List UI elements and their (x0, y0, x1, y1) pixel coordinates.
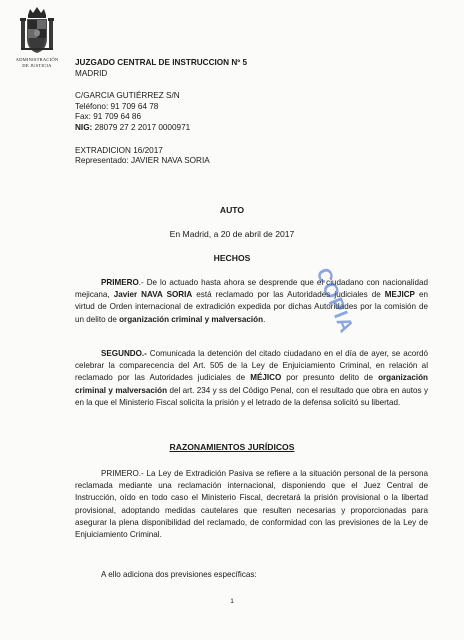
nig-value: 28079 27 2 2017 0000971 (92, 122, 191, 132)
nig-label: NIG: (75, 122, 93, 132)
crime-name: organización criminal y malversación (75, 373, 428, 395)
nig-line (75, 123, 247, 134)
country-name: MÉJICO (250, 373, 282, 383)
page-number: 1 (230, 598, 234, 605)
crime-name: organización criminal y malversación (119, 314, 264, 324)
paragraph-previsiones (75, 569, 428, 581)
paragraph-text: .- De lo actuado hasta ahora se desprende que el ciudadano con nacionalidad mejicana, (75, 278, 428, 300)
coat-of-arms (14, 6, 60, 68)
paragraph-text: A ello adiciona dos previsiones específicas: (101, 570, 257, 579)
court-address: C/GARCIA GUTIÉRREZ S/N (75, 91, 180, 101)
copia-stamp: COPIA (311, 265, 358, 337)
paragraph-text: . (263, 314, 266, 324)
court-phone: Teléfono: 91 709 64 78 (75, 101, 159, 111)
paragraph-text: del art. 234 y ss del Código Penal, con el resultado que obra en autos y en la que el Ministerio Fiscal solicita la prisión y el letrado de la defensa solicitó su libertad. (75, 385, 429, 407)
court-fax: Fax: 91 709 64 86 (75, 112, 142, 122)
crest-caption-line2: DE JUSTICIA (22, 63, 52, 69)
spanish-crest-icon (20, 6, 54, 56)
paragraph-text: Comunicada la detención del citado ciudadano en el día de ayer, se acordó celebrar la comparecencia del Art. 505 de la Ley de Enjuiciamiento Criminal, en relación al reclamado por las Autoridades judiciales de (75, 349, 428, 383)
person-name: Javier NAVA SORIA (113, 290, 193, 300)
document-header (75, 58, 247, 167)
paragraph-primero-hechos (75, 277, 428, 326)
document-title: AUTO (219, 205, 245, 215)
paragraph-text: en virtud de Orden internacional de extradición expedida por dichas Autoridades por la comisión de un delito de (75, 290, 428, 324)
case-number: EXTRADICION 16/2017 (75, 145, 163, 155)
document-date: En Madrid, a 20 de abril de 2017 (169, 229, 295, 239)
country-name: MEJICP (384, 290, 415, 300)
crest-caption-line1: ADMINISTRACIÓN (15, 57, 59, 62)
paragraph-primero-razonamientos (75, 468, 428, 541)
section-razonamientos-heading: RAZONAMIENTOS JURÍDICOS (169, 442, 295, 452)
paragraph-text: por presunto delito de (281, 373, 379, 383)
paragraph-lead: PRIMERO (101, 278, 139, 287)
paragraph-text: .- La Ley de Extradición Pasiva se refiere a la situación personal de la persona reclamada mediante una reclamación internacional, disponiendo que el Juez Central de Instrucción, oído en todo caso el Ministerio Fiscal, decretará la prisión provisional o la libertad provisional, adoptando medidas cautelares que resulten necesarias y proporcionadas para asegurar la plena disponibilidad del reclamado, de conformidad con las previsiones de la Ley de Enjuiciamiento Criminal. (75, 469, 428, 540)
paragraph-segundo-hechos (75, 348, 428, 409)
court-name: JUZGADO CENTRAL DE INSTRUCCION Nº 5 (75, 58, 248, 67)
section-hechos-heading: HECHOS (213, 253, 251, 263)
paragraph-text: está reclamado por las Autoridades judiciales de (192, 290, 385, 300)
paragraph-lead: SEGUNDO.- (101, 349, 147, 358)
court-city: MADRID (75, 68, 108, 78)
paragraph-lead: PRIMERO (101, 469, 139, 478)
represented-party: Representado: JAVIER NAVA SORIA (75, 156, 210, 166)
